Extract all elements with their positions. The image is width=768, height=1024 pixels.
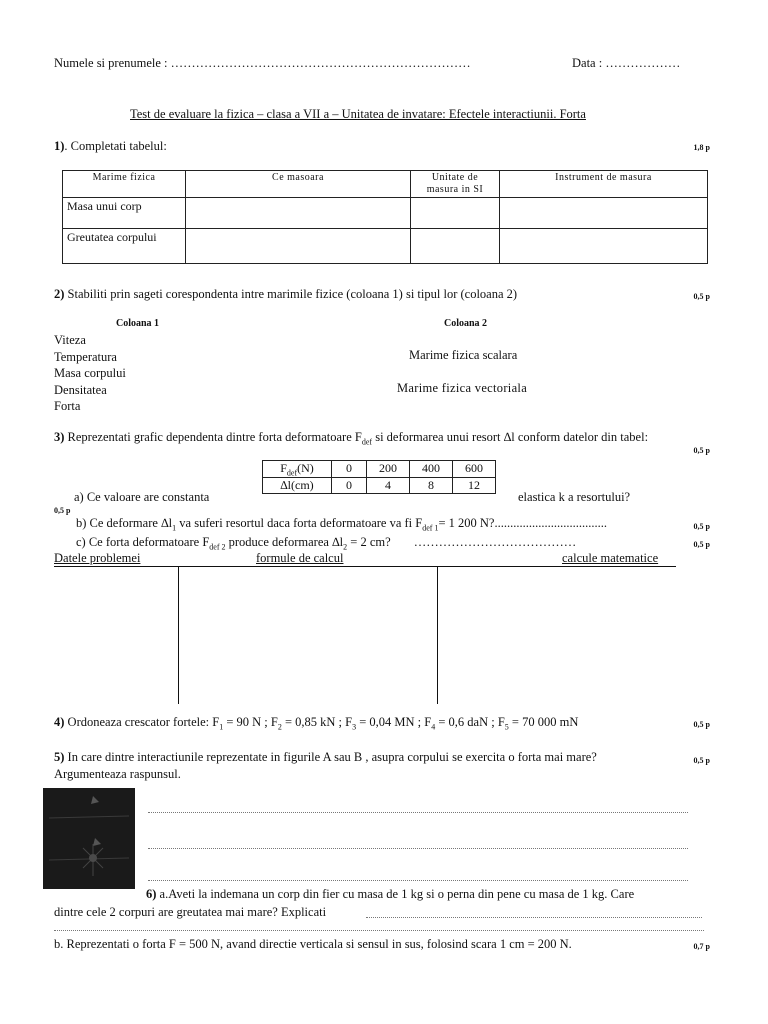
q3a-text: a) Ce valoare are constanta [74,490,210,504]
list-item[interactable]: Marime fizica vectoriala [397,381,528,395]
q6-text-b: b. Reprezentati o forta F = 500 N, avand directie verticala si sensul in sus, folosind scara 1 cm = 200 N. [54,937,572,951]
q1-points: 1,8 p [693,143,710,152]
answer-line[interactable] [54,930,704,931]
q2-points: 0,5 p [693,292,710,301]
force-subscript: 4 [431,722,436,732]
q3-data-table [262,460,496,494]
q5-points: 0,5 p [693,756,710,765]
date-label: Data : [572,56,603,70]
q3b-subscript: def 1 [422,523,439,533]
table-row [63,229,708,264]
q4-text: Ordoneaza crescator fortele: F [67,715,220,729]
force-label: F [280,461,287,475]
q1-prompt [54,139,167,154]
force-value: = 0,85 kN ; F [281,715,353,729]
answer-cell[interactable] [186,229,411,264]
answer-cell[interactable] [186,198,411,229]
q6-text-a: a.Aveti la indemana un corp din fier cu masa de 1 kg si o perna din pene cu masa de 1 kg. Care [159,887,635,901]
table-cell: 400 [410,461,453,478]
work-header-calculations: calcule matematice [562,551,659,565]
force-subscript: 1 [219,722,224,732]
force-subscript: 3 [352,722,357,732]
q3c-text-end: = 2 cm? [350,535,391,549]
q3b-answer-dots[interactable]: .................................... [494,516,607,530]
q2-number: 2) [54,287,65,301]
q6-number: 6) [146,887,157,901]
q3b-text: b) Ce deformare ∆l [76,516,173,530]
force-subscript: def [286,468,298,478]
list-item[interactable]: Viteza [54,333,86,347]
q4-number: 4) [54,715,65,729]
answer-line[interactable] [148,848,688,849]
table-cell: Masa unui corp [63,198,186,229]
table-cell: 0 [332,461,367,478]
table-cell: Greutatea corpului [63,229,186,264]
date-line [572,56,680,71]
table-header-cell: Marime fizica [63,171,186,198]
q6-prompt [146,887,634,902]
q3c-points: 0,5 p [693,540,710,549]
table-header-cell: Ce masoara [186,171,411,198]
work-column-divider [437,566,438,704]
date-field[interactable]: ……………… [605,56,681,70]
table-cell [263,461,332,478]
name-line [54,56,471,71]
q1-text: . Completati tabelul: [64,139,167,153]
answer-cell[interactable] [500,198,708,229]
answer-cell[interactable] [500,229,708,264]
q3-points: 0,5 p [693,446,710,455]
table-row [63,198,708,229]
q3c-text-mid: produce deformarea ∆l [228,535,344,549]
list-item[interactable]: Masa corpului [54,366,126,380]
q5-prompt [54,750,597,765]
q3-number: 3) [54,430,65,444]
q5-number: 5) [54,750,65,764]
force-value: = 70 000 mN [508,715,579,729]
table-cell: 12 [453,478,496,494]
work-header-data: Datele problemei [54,551,141,565]
force-unit: (N) [297,461,314,475]
answer-line[interactable] [148,880,688,881]
name-label: Numele si prenumele : [54,56,168,70]
force-value: = 0,04 MN ; F [356,715,432,729]
name-field[interactable]: ……………………………………………………………… [170,56,471,70]
table-row [263,461,496,478]
table-cell: 8 [410,478,453,494]
force-value: = 0,6 daN ; F [435,715,505,729]
q3c-answer-dots[interactable]: ………………………………… [413,535,577,549]
q3b-text-end: = 1 200 N? [438,516,495,530]
answer-cell[interactable] [411,198,500,229]
q4-prompt [54,715,578,732]
answer-line[interactable] [366,917,702,918]
list-item[interactable]: Temperatura [54,349,117,364]
table-header-row [63,171,708,198]
list-item[interactable]: Forta [54,399,81,413]
table-cell: ∆l(cm) [263,478,332,494]
figure-ab-image [43,788,135,889]
force-subscript: 5 [504,722,509,732]
column1-list [54,332,126,415]
q3b-subscript: 1 [172,523,177,533]
column2-title: Coloana 2 [444,318,488,329]
answer-cell[interactable] [411,229,500,264]
table-cell: 600 [453,461,496,478]
q3-text-after: si deformarea unui resort ∆l conform datelor din tabel: [375,430,649,444]
q5-text-line2: Argumenteaza raspunsul. [54,767,181,781]
table-cell: 0 [332,478,367,494]
answer-line[interactable] [148,812,688,813]
column1-title: Coloana 1 [116,318,160,329]
q3c-subscript: def 2 [209,542,226,552]
q4-points: 0,5 p [693,720,710,729]
table-cell: 200 [367,461,410,478]
work-header-formulas: formule de calcul [256,551,344,565]
q3c-subscript: 2 [343,542,348,552]
q3c-text: c) Ce forta deformatoare F [76,535,210,549]
force-subscript: 2 [277,722,282,732]
q1-number: 1) [54,139,65,153]
list-item[interactable]: Marime fizica scalara [409,348,518,362]
q2-text: Stabiliti prin sageti corespondenta intre marimile fizice (coloana 1) si tipul lor (coloana 2) [67,287,518,301]
table-header-cell: Instrument de masura [500,171,708,198]
q3b-text-mid: va suferi resortul daca forta deformatoare va fi F [179,516,423,530]
list-item[interactable]: Densitatea [54,382,107,397]
q5-text: In care dintre interactiunile reprezentate in figurile A sau B , asupra corpului se exercita o forta mai mare? [67,750,597,764]
figure-ab-icon [43,788,135,889]
table-cell: 4 [367,478,410,494]
q3-text: Reprezentati grafic dependenta dintre forta deformatoare F [67,430,362,444]
page-title: Test de evaluare la fizica – clasa a VII a – Unitatea de invatare: Efectele interactiunii. Forta [130,107,586,121]
force-value: = 90 N ; F [223,715,278,729]
q6b-points: 0,7 p [693,942,710,951]
q1-table [62,170,708,264]
table-row [263,478,496,494]
q3c-prompt [76,535,576,552]
q2-prompt [54,287,517,302]
work-area-divider [54,566,676,567]
q3-text-subscript: def [361,437,373,447]
table-header-cell: Unitate de masura in SI [411,171,500,198]
q6-text-a-line2: dintre cele 2 corpuri are greutatea mai mare? Explicati [54,905,327,919]
work-column-divider [178,566,179,704]
q3a-text-end: elastica k a resortului? [518,490,631,504]
q3-prompt [54,430,648,447]
q3a-points: 0,5 p [54,506,71,515]
q3b-points: 0,5 p [693,522,710,531]
q3b-prompt [76,516,607,533]
